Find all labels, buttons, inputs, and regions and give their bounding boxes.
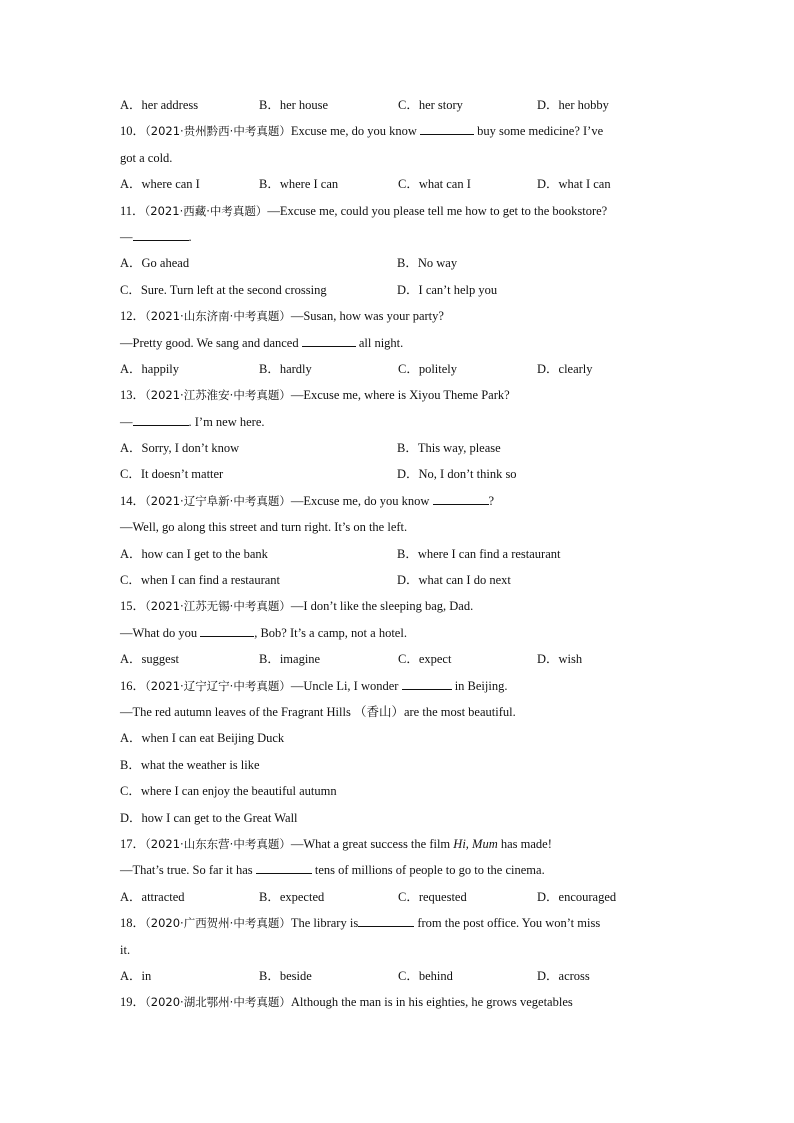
- answer-blank: [358, 914, 414, 927]
- q10-stem: [120, 118, 680, 144]
- question-source: （2021·辽宁阜新·中考真题）: [145, 493, 291, 508]
- q17-stem: [120, 831, 680, 857]
- question-source: （2021·江苏淮安·中考真题）: [145, 388, 291, 403]
- q12-response: [120, 330, 680, 356]
- q15-option-b: B．imagine: [259, 652, 321, 667]
- q17-response-text-2: tens of millions of people to go to the cinema.: [314, 863, 545, 878]
- q9-option-b: B．her house: [259, 98, 329, 112]
- q9-option-c: C．her story: [398, 98, 463, 112]
- q10-stem-text-2: buy some medicine? I’ve: [477, 124, 604, 139]
- q10-options: [120, 171, 680, 197]
- answer-blank: [433, 492, 489, 505]
- q16-option-b: B．what the weather is like: [120, 757, 260, 772]
- q14-stem: [120, 488, 680, 514]
- q19-stem-text: Although the man is in his eighties, he grows vegetables: [290, 995, 573, 1010]
- dash: —: [120, 229, 133, 244]
- q18-option-a: A．in: [120, 968, 152, 983]
- q18-options: [120, 963, 680, 989]
- q14-options-row1: [120, 541, 680, 567]
- film-title: Hi, Mum: [453, 836, 498, 851]
- q16-stem: [120, 673, 680, 699]
- q12-options: [120, 356, 680, 382]
- q15-response: [120, 620, 680, 646]
- q11-options-row2: [120, 277, 680, 303]
- q11-option-c: C．Sure. Turn left at the second crossing: [120, 282, 327, 297]
- q14-option-b: B．where I can find a restaurant: [397, 546, 561, 561]
- q12-option-c: C．politely: [398, 361, 458, 376]
- q18-option-b: B．beside: [259, 968, 312, 983]
- q18-option-c: C．behind: [398, 968, 453, 983]
- answer-blank: [133, 228, 189, 241]
- q9-options: [120, 92, 680, 118]
- q17-option-d: D．encouraged: [537, 889, 617, 904]
- q16-stem-text-2: in Beijing.: [454, 678, 508, 693]
- q18-stem-text-2: from the post office. You won’t miss: [417, 916, 601, 931]
- q13-option-d: D．No, I don’t think so: [397, 467, 517, 482]
- q15-stem-text: —I don’t like the sleeping bag, Dad.: [290, 599, 474, 614]
- q17-response: [120, 857, 680, 883]
- q10-option-d: D．what I can: [537, 177, 611, 192]
- q16-option-d: D．how I can get to the Great Wall: [120, 810, 298, 825]
- question-source: （2021·山东东营·中考真题）: [145, 836, 291, 851]
- dash: —: [120, 414, 133, 429]
- q11-response: [120, 224, 680, 250]
- question-number: 19．: [120, 995, 146, 1010]
- answer-blank: [256, 861, 312, 874]
- q17-option-a: A．attracted: [120, 889, 185, 904]
- q17-stem-text: —What a great success the film: [290, 836, 451, 851]
- answer-blank: [402, 677, 452, 690]
- q9-option-d: D．her hobby: [537, 98, 609, 112]
- q10-stem-text: Excuse me, do you know: [290, 124, 417, 139]
- q12-stem: [120, 303, 680, 329]
- q9-option-a: A．her address: [120, 98, 199, 112]
- q17-response-text: —That’s true. So far it has: [120, 863, 253, 878]
- question-source: （2021·辽宁辽宁·中考真题）: [145, 678, 291, 693]
- q18-stem-cont: it.: [120, 942, 131, 957]
- question-number: 15．: [120, 599, 146, 614]
- q15-option-d: D．wish: [537, 652, 583, 667]
- q11-stem-text: —Excuse me, could you please tell me how to get to the bookstore?: [267, 203, 608, 218]
- question-source: （2021·山东济南·中考真题）: [145, 309, 291, 324]
- q12-response-text-2: all night.: [358, 335, 404, 350]
- q11-option-b: B．No way: [397, 256, 458, 271]
- q15-response-text: —What do you: [120, 625, 198, 640]
- answer-blank: [420, 122, 474, 135]
- q13-option-b: B．This way, please: [397, 441, 501, 456]
- q15-options: [120, 646, 680, 672]
- q15-stem: [120, 593, 680, 619]
- question-source: （2020·湖北鄂州·中考真题）: [145, 995, 291, 1010]
- q18-stem-text: The library is: [290, 916, 359, 931]
- q13-option-c: C．It doesn’t matter: [120, 467, 224, 482]
- question-source: （2021·西藏·中考真题）: [144, 203, 268, 218]
- q10-stem-cont: got a cold.: [120, 150, 173, 165]
- q17-stem-text-2: has made!: [500, 836, 552, 851]
- question-number: 11．: [120, 203, 145, 218]
- q12-option-a: A．happily: [120, 361, 180, 376]
- q15-option-c: C．expect: [398, 652, 452, 667]
- q12-response-text: —Pretty good. We sang and danced: [120, 335, 299, 350]
- question-number: 10．: [120, 124, 146, 139]
- q10-option-c: C．what can I: [398, 177, 471, 192]
- q17-option-c: C．requested: [398, 889, 467, 904]
- question-mark: ?: [488, 493, 495, 508]
- q17-options: [120, 884, 680, 910]
- question-number: 18．: [120, 916, 146, 931]
- question-number: 13．: [120, 388, 146, 403]
- q13-option-a: A．Sorry, I don’t know: [120, 441, 240, 456]
- question-number: 14．: [120, 493, 146, 508]
- q13-response: [120, 409, 680, 435]
- q11-stem: [120, 198, 680, 224]
- q18-stem: [120, 910, 680, 936]
- q14-response: —Well, go along this street and turn right. It’s on the left.: [120, 520, 408, 535]
- exam-page: [120, 92, 680, 1016]
- q11-option-a: A．Go ahead: [120, 256, 190, 271]
- q15-option-a: A．suggest: [120, 652, 180, 667]
- answer-blank: [302, 334, 356, 347]
- q13-options-row1: [120, 435, 680, 461]
- q15-response-text-2: , Bob? It’s a camp, not a hotel.: [254, 625, 407, 640]
- q18-option-d: D．across: [537, 968, 590, 983]
- q14-stem-text: —Excuse me, do you know: [290, 493, 430, 508]
- q19-stem: [120, 989, 680, 1015]
- q16-stem-text: —Uncle Li, I wonder: [290, 678, 399, 693]
- q12-option-b: B．hardly: [259, 361, 312, 376]
- q10-option-b: B．where I can: [259, 177, 339, 192]
- q17-option-b: B．expected: [259, 889, 325, 904]
- answer-blank: [200, 624, 254, 637]
- q13-response-text: . I’m new here.: [188, 414, 265, 429]
- q10-option-a: A．where can I: [120, 177, 200, 192]
- question-source: （2020·广西贺州·中考真题）: [145, 916, 291, 931]
- q14-option-a: A．how can I get to the bank: [120, 546, 268, 561]
- q13-stem-text: —Excuse me, where is Xiyou Theme Park?: [290, 388, 510, 403]
- q16-response: —The red autumn leaves of the Fragrant Hills （香山）are the most beautiful.: [120, 704, 516, 719]
- period: .: [188, 229, 192, 244]
- q14-option-d: D．what can I do next: [397, 573, 511, 588]
- question-number: 17．: [120, 836, 146, 851]
- question-number: 12．: [120, 309, 146, 324]
- question-source: （2021·江苏无锡·中考真题）: [145, 599, 291, 614]
- question-source: （2021·贵州黔西·中考真题）: [145, 124, 291, 139]
- q14-options-row2: [120, 567, 680, 593]
- q11-option-d: D．I can’t help you: [397, 282, 498, 297]
- q12-option-d: D．clearly: [537, 361, 593, 376]
- q13-options-row2: [120, 461, 680, 487]
- question-number: 16．: [120, 678, 146, 693]
- q14-option-c: C．when I can find a restaurant: [120, 573, 281, 588]
- q13-stem: [120, 382, 680, 408]
- q16-option-c: C．where I can enjoy the beautiful autumn: [120, 784, 337, 799]
- answer-blank: [133, 413, 189, 426]
- q12-stem-text: —Susan, how was your party?: [290, 309, 444, 324]
- q16-option-a: A．when I can eat Beijing Duck: [120, 731, 285, 746]
- q11-options-row1: [120, 250, 680, 276]
